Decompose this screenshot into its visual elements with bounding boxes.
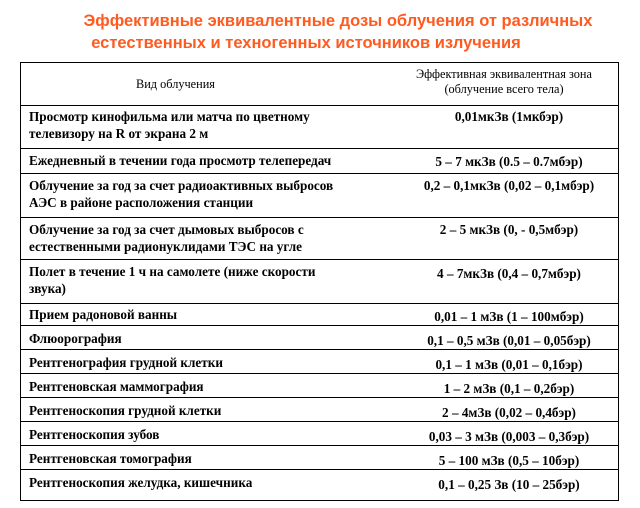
source-text-line: Рентгеноскопия желудка, кишечника <box>29 475 253 490</box>
row-divider <box>21 373 618 374</box>
header-effective-dose-line-2: (облучение всего тела) <box>444 82 564 96</box>
table-row-dose: 2 – 4мЗв (0,02 – 0,4бэр) <box>442 405 576 420</box>
source-text-line: телевизору на R от экрана 2 м <box>29 126 209 141</box>
table-row-source <box>29 177 399 211</box>
table-row-dose: 0,2 – 0,1мкЗв (0,02 – 0,1мбэр) <box>423 178 595 193</box>
title-line-1: Эффективные эквивалентные дозы облучения от различных <box>83 12 593 30</box>
table-row-dose: 0,1 – 1 мЗв (0,01 – 0,1бэр) <box>435 357 583 372</box>
table-row-dose: 0,1 – 0,25 Зв (10 – 25бэр) <box>438 477 580 492</box>
row-divider <box>21 148 618 149</box>
table-row-dose: 4 – 7мкЗв (0,4 – 0,7мбэр) <box>437 266 581 281</box>
row-divider <box>21 421 618 422</box>
table-row-dose: 2 – 5 мкЗв (0, - 0,5мбэр) <box>439 222 579 237</box>
row-divider <box>21 303 618 304</box>
row-divider <box>21 259 618 260</box>
title-line-2: естественных и техногенных источников излучения <box>91 34 521 52</box>
table-row-source <box>29 426 399 443</box>
row-divider <box>21 173 618 174</box>
source-text-line: Полет в течение 1 ч на самолете (ниже скорости <box>29 264 316 279</box>
table-row-dose: 1 – 2 мЗв (0,1 – 0,2бэр) <box>443 381 575 396</box>
row-divider <box>21 325 618 326</box>
table-row-source <box>29 306 399 323</box>
table-row-source <box>29 263 399 297</box>
table-row-dose: 0,1 – 0,5 мЗв (0,01 – 0,05бэр) <box>427 333 591 348</box>
header-source-type: Вид облучения <box>136 77 215 91</box>
row-divider <box>21 469 618 470</box>
table-row-source <box>29 354 399 371</box>
source-text-line: Облучение за год за счет радиоактивных выбросов <box>29 178 334 193</box>
source-text-line: Рентгеноскопия грудной клетки <box>29 403 222 418</box>
table-row-dose: 0,01мкЗв (1мкбэр) <box>454 109 564 124</box>
source-text-line: Рентгеновская томография <box>29 451 192 466</box>
row-divider <box>21 349 618 350</box>
source-text-line: Прием радоновой ванны <box>29 307 178 322</box>
table-row-source <box>29 450 399 467</box>
table-row-source <box>29 378 399 395</box>
table-row-source <box>29 221 399 255</box>
row-divider <box>21 397 618 398</box>
source-text-line: Ежедневный в течении года просмотр телепередач <box>29 153 332 168</box>
document-title <box>0 10 640 54</box>
row-divider <box>21 105 618 106</box>
source-text-line: естественными радионуклидами ТЭС на угле <box>29 239 302 254</box>
source-text-line: Просмотр кинофильма или матча по цветному <box>29 109 310 124</box>
source-text-line: Флюорография <box>29 331 122 346</box>
source-text-line: звука) <box>29 281 66 296</box>
row-divider <box>21 217 618 218</box>
source-text-line: Рентгеноскопия зубов <box>29 427 160 442</box>
source-text-line: АЭС в районе расположения станции <box>29 195 254 210</box>
header-effective-dose-line-1: Эффективная эквивалентная зона <box>416 67 592 81</box>
dose-table <box>20 62 619 501</box>
table-row-source <box>29 474 399 491</box>
table-row-dose: 0,01 – 1 мЗв (1 – 100мбэр) <box>434 309 584 324</box>
source-text-line: Рентгенография грудной клетки <box>29 355 223 370</box>
header-effective-dose <box>395 67 613 97</box>
table-row-source <box>29 402 399 419</box>
table-row-source <box>29 330 399 347</box>
source-text-line: Рентгеновская маммография <box>29 379 204 394</box>
table-row-source <box>29 152 399 169</box>
table-row-source <box>29 108 399 142</box>
table-row-dose: 0,03 – 3 мЗв (0,003 – 0,3бэр) <box>428 429 590 444</box>
table-row-dose: 5 – 100 мЗв (0,5 – 10бэр) <box>438 453 580 468</box>
row-divider <box>21 445 618 446</box>
source-text-line: Облучение за год за счет дымовых выбросов с <box>29 222 304 237</box>
table-row-dose: 5 – 7 мкЗв (0.5 – 0.7мбэр) <box>435 154 583 169</box>
